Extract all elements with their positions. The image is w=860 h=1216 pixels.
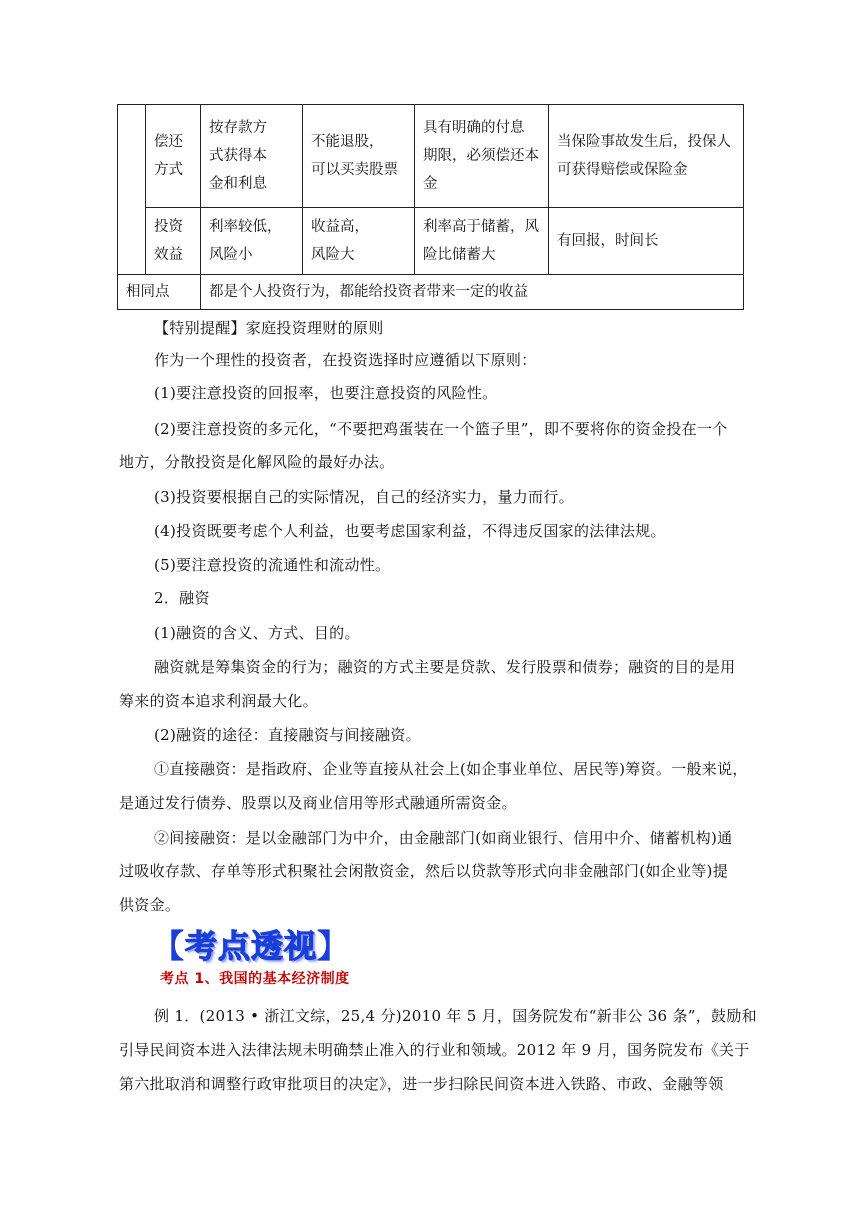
section-heading: 2．融资	[154, 589, 210, 607]
stocks-repayment-cell: 不能退股， 可以买卖股票	[303, 105, 415, 208]
common-label-cell: 相同点	[118, 275, 201, 310]
banner-title: 考点透视	[185, 927, 318, 965]
section-banner	[152, 921, 350, 967]
paragraph: (1)要注意投资的回报率，也要注意投资的风险性。	[154, 384, 498, 402]
row-label-return: 投资 效益	[146, 208, 201, 275]
savings-repayment-cell: 按存款方 式获得本 金和利息	[201, 105, 303, 208]
row-label-repayment: 偿还 方式	[146, 105, 201, 208]
paragraph: 地方，分散投资是化解风险的最好办法。	[119, 453, 395, 471]
table-row	[118, 208, 744, 275]
example-paragraph: 第六批取消和调整行政审批项目的决定》，进一步扫除民间资本进入铁路、市政、金融等领	[119, 1075, 724, 1093]
paragraph: ①直接融资：是指政府、企业等直接从社会上(如企事业单位、居民等)筹资。一般来说，	[154, 760, 748, 778]
paragraph: (2)要注意投资的多元化，“不要把鸡蛋装在一个篮子里”，即不要将你的资金投在一个	[154, 420, 728, 438]
paragraph: (1)融资的含义、方式、目的。	[154, 624, 360, 642]
stocks-return-cell: 收益高， 风险大	[303, 208, 415, 275]
table-row	[118, 105, 744, 208]
paragraph: 作为一个理性的投资者，在投资选择时应遵循以下原则：	[154, 351, 537, 369]
banner-right-bracket: 】	[317, 927, 351, 965]
common-text-cell: 都是个人投资行为，都能给投资者带来一定的收益	[201, 275, 744, 310]
paragraph: 过吸收存款、存单等形式积聚社会闲散资金，然后以贷款等形式向非金融部门(如企业等)提	[119, 862, 729, 880]
bonds-return-cell: 利率高于储蓄，风 险比储蓄大	[415, 208, 549, 275]
bonds-repayment-cell: 具有明确的付息 期限，必须偿还本 金	[415, 105, 549, 208]
insurance-return-cell: 有回报，时间长	[549, 208, 744, 275]
paragraph: 筹来的资本追求利润最大化。	[119, 692, 318, 710]
example-paragraph: 引导民间资本进入法律法规未明确禁止准入的行业和领域。2012 年 9 月，国务院发布《关于	[119, 1041, 750, 1059]
paragraph: 是通过发行债券、股票以及商业信用等形式融通所需资金。	[119, 794, 517, 812]
paragraph: 供资金。	[119, 896, 181, 914]
table-row	[118, 275, 744, 310]
paragraph: (3)投资要根据自己的实际情况，自己的经济实力，量力而行。	[154, 488, 574, 506]
paragraph: (4)投资既要考虑个人利益，也要考虑国家利益，不得违反国家的法律法规。	[154, 522, 666, 540]
savings-return-cell: 利率较低， 风险小	[201, 208, 303, 275]
empty-category-cell	[118, 105, 146, 275]
banner-left-bracket: 【	[152, 927, 186, 965]
exam-point-heading: 考点 1、我国的基本经济制度	[160, 971, 350, 987]
paragraph: ②间接融资：是以金融部门为中介，由金融部门(如商业银行、信用中介、储蓄机构)通	[154, 829, 733, 847]
paragraph: (5)要注意投资的流通性和流动性。	[154, 556, 391, 574]
investment-comparison-table	[117, 104, 744, 310]
insurance-repayment-cell: 当保险事故发生后，投保人 可获得赔偿或保险金	[549, 105, 744, 208]
paragraph: 融资就是筹集资金的行为；融资的方式主要是贷款、发行股票和债券；融资的目的是用	[154, 658, 736, 676]
tip-title: 【特别提醒】家庭投资理财的原则	[154, 319, 384, 337]
paragraph: (2)融资的途径：直接融资与间接融资。	[154, 726, 421, 744]
example-paragraph: 例 1．(2013 • 浙江文综，25,4 分)2010 年 5 月，国务院发布“新非公 36 条”，鼓励和	[154, 1007, 757, 1025]
